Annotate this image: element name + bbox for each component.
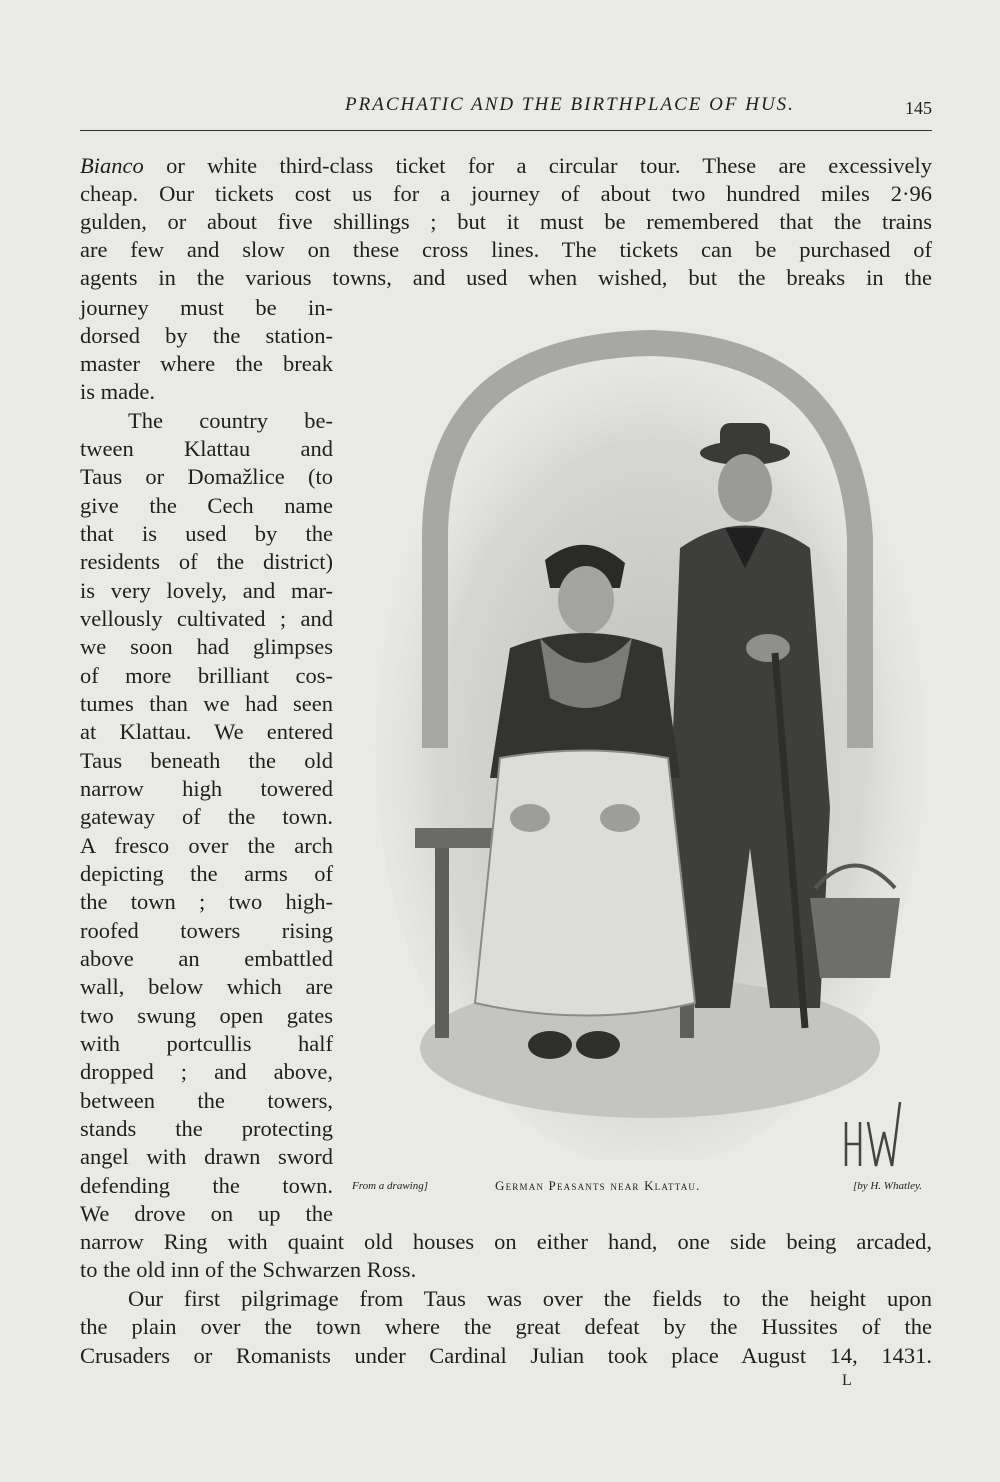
text-line: are few and slow on these cross lines. The tickets can be purchased of: [80, 237, 932, 262]
text-line: vellously cultivated ; and: [80, 606, 333, 631]
text-line: Taus beneath the old: [80, 748, 333, 773]
text-line: defending the town.: [80, 1173, 333, 1198]
text-line: gateway of the town.: [80, 804, 333, 829]
text-line: journey must be in-: [80, 295, 333, 320]
text-line: stands the protecting: [80, 1116, 333, 1141]
text-line: at Klattau. We entered: [80, 719, 333, 744]
text-line: Crusaders or Romanists under Cardinal Julian took place August 14, 1431.: [80, 1343, 932, 1368]
text-line: give the Cech name: [80, 493, 333, 518]
text-line: gulden, or about five shillings ; but it must be remembered that the trains: [80, 209, 932, 234]
caption-title: German Peasants near Klattau.: [495, 1178, 701, 1193]
text-line: narrow high towered: [80, 776, 333, 801]
running-head: [80, 94, 932, 124]
text-line: between the towers,: [80, 1088, 333, 1113]
illustration-caption: [352, 1178, 932, 1198]
text-line: angel with drawn sword: [80, 1144, 333, 1169]
text-line: Taus or Domažlice (to: [80, 464, 333, 489]
text-line: A fresco over the arch: [80, 833, 333, 858]
text-line: above an embattled: [80, 946, 333, 971]
text-line: Our first pilgrimage from Taus was over the fields to the height upon: [128, 1286, 932, 1311]
text-line: The country be-: [128, 408, 333, 433]
text-line: cheap. Our tickets cost us for a journey of about two hundred miles 2·96: [80, 181, 932, 206]
text-line: residents of the district): [80, 549, 333, 574]
illustration-drawing: [350, 288, 932, 1160]
text-line: narrow Ring with quaint old houses on either hand, one side being arcaded,: [80, 1229, 932, 1254]
text-line: Bianco or white third-class ticket for a circular tour. These are excessively: [80, 153, 932, 178]
text-line: is very lovely, and mar-: [80, 578, 333, 603]
text-line: tumes than we had seen: [80, 691, 333, 716]
peasants-illustration: [350, 288, 932, 1160]
text-line: is made.: [80, 379, 155, 404]
text-line: wall, below which are: [80, 974, 333, 999]
caption-artist: [by H. Whatley.: [852, 1180, 922, 1192]
text-line: with portcullis half: [80, 1031, 333, 1056]
text-line: that is used by the: [80, 521, 333, 546]
text-line: dorsed by the station-: [80, 323, 333, 348]
text-line: the town ; two high-: [80, 889, 333, 914]
text-line: two swung open gates: [80, 1003, 333, 1028]
text-line: We drove on up the: [80, 1201, 333, 1226]
signature-mark: L: [842, 1372, 852, 1389]
text-line: master where the break: [80, 351, 333, 376]
text-line: dropped ; and above,: [80, 1059, 333, 1084]
caption-source: From a drawing]: [352, 1180, 428, 1192]
italic-word: Bianco: [80, 153, 144, 178]
text-line: of more brilliant cos-: [80, 663, 333, 688]
text-line: tween Klattau and: [80, 436, 333, 461]
text-line: depicting the arms of: [80, 861, 333, 886]
text-line: to the old inn of the Schwarzen Ross.: [80, 1257, 417, 1282]
text-line: agents in the various towns, and used when wished, but the breaks in the: [80, 265, 932, 290]
text-line: roofed towers rising: [80, 918, 333, 943]
page-number: 145: [905, 98, 932, 118]
text-line: the plain over the town where the great defeat by the Hussites of the: [80, 1314, 932, 1339]
header-rule: [80, 130, 932, 131]
artist-monogram: [838, 1092, 908, 1172]
text-line: we soon had glimpses: [80, 634, 333, 659]
running-title: PRACHATIC AND THE BIRTHPLACE OF HUS.: [345, 94, 795, 115]
